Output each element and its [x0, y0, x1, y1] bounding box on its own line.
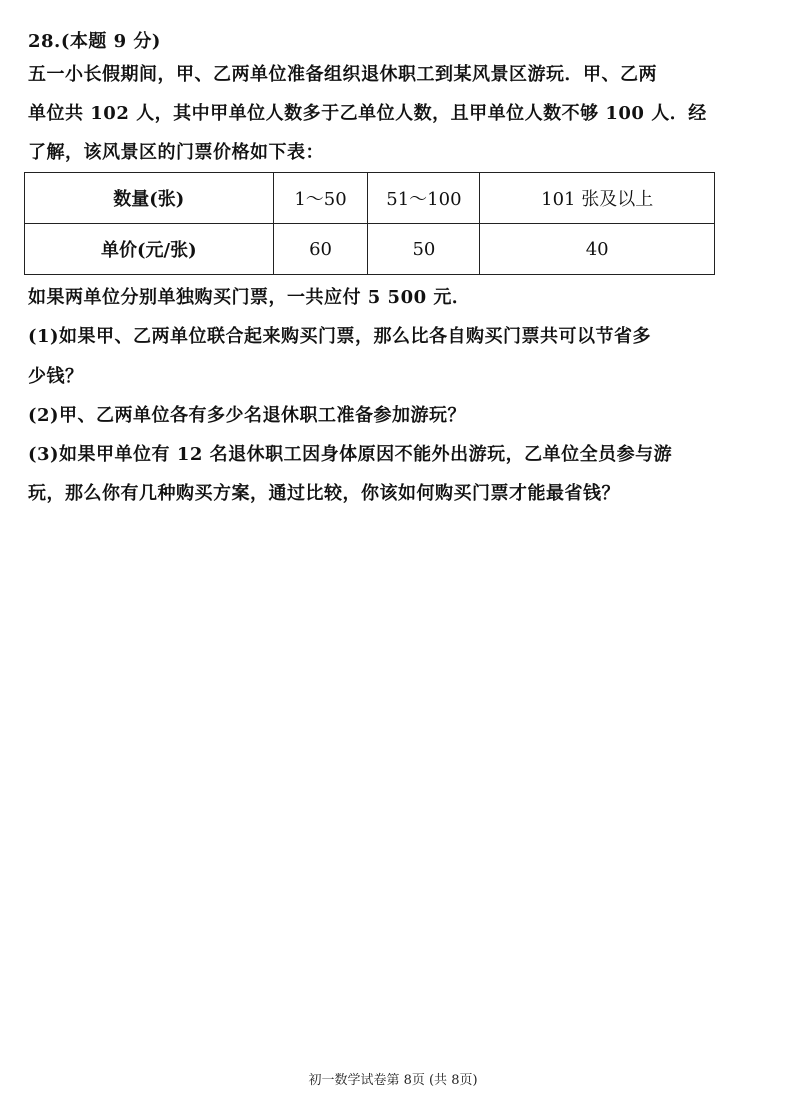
question-3-line-2: 玩，那么你有几种购买方案，通过比较，你该如何购买门票才能最省钱？	[28, 483, 620, 504]
question-1-line-1: (1)如果甲、乙两单位联合起来购买门票，那么比各自购买门票共可以节省多	[28, 326, 652, 347]
intro-line-2: 单位共 102 人，其中甲单位人数多于乙单位人数，且甲单位人数不够 100 人．经	[28, 103, 707, 124]
table-cell: 51～100	[368, 173, 480, 224]
question-3-line-1: (3)如果甲单位有 12 名退休职工因身体原因不能外出游玩，乙单位全员参与游	[28, 444, 673, 465]
table-cell: 50	[368, 224, 480, 275]
table-row	[25, 224, 715, 275]
question-1-line-2: 少钱？	[28, 366, 84, 387]
ticket-price-table	[24, 172, 715, 275]
table-cell: 单价(元/张)	[25, 224, 274, 275]
intro-line-3: 了解，该风景区的门票价格如下表：	[28, 142, 324, 163]
table-cell: 1～50	[273, 173, 368, 224]
after-table-text: 如果两单位分别单独购买门票，一共应付 5 500 元．	[28, 287, 471, 308]
table-cell: 40	[480, 224, 715, 275]
page-footer: 初一数学试卷第 8页 (共 8页)	[308, 1073, 478, 1088]
table-cell: 101 张及以上	[480, 173, 715, 224]
table-header-row	[25, 173, 715, 224]
table-cell: 60	[273, 224, 368, 275]
problem-heading: 28.(本题 9 分)	[28, 31, 161, 52]
intro-line-1: 五一小长假期间，甲、乙两单位准备组织退休职工到某风景区游玩．甲、乙两	[28, 64, 657, 85]
question-2: (2)甲、乙两单位各有多少名退休职工准备参加游玩？	[28, 405, 467, 426]
table-cell: 数量(张)	[25, 173, 274, 224]
